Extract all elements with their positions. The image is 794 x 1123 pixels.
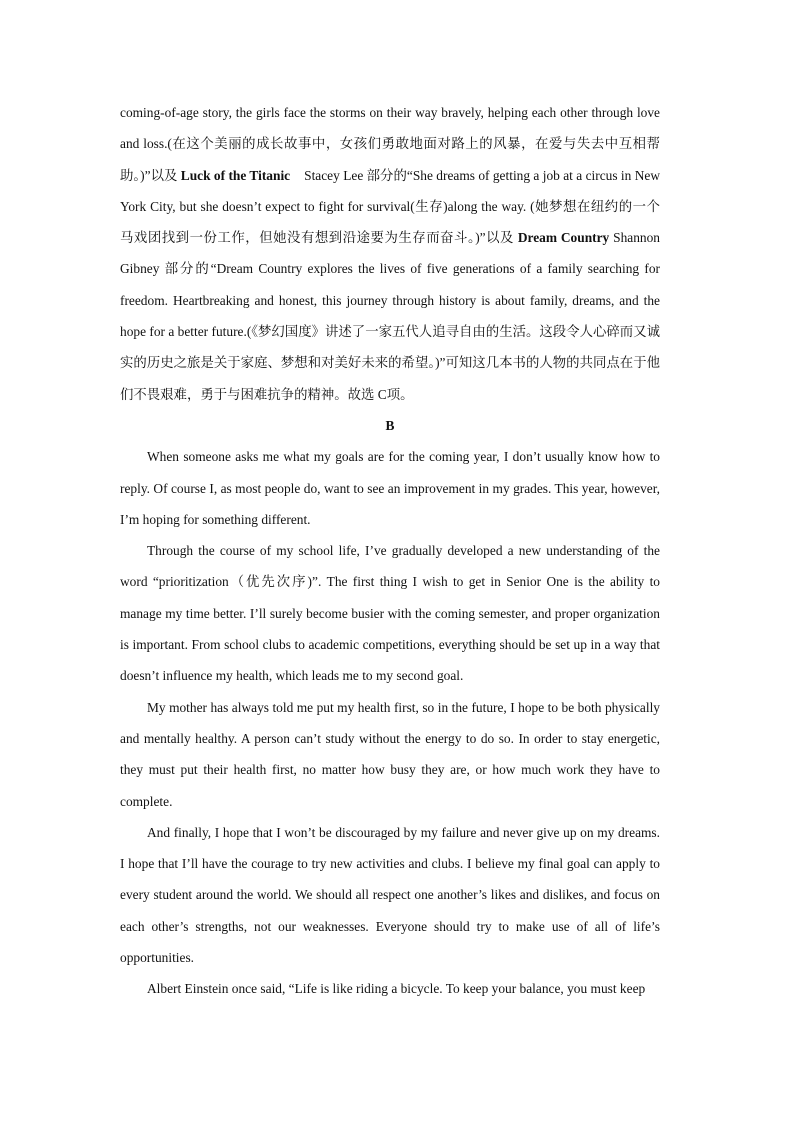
explanation-text-2: Stacey Lee 部分的“She dreams of getting a job at a circus in New York City, but she doesn’t expect to fight for survival(生存)along the way. (她梦想在纽约的一个马戏团找到一份工作，但她没有想到沿途要为生存而奋斗。)”以及 <box>120 167 661 246</box>
section-heading-b: B <box>385 417 395 433</box>
passage-paragraph-5: Albert Einstein once said, “Life is like riding a bicycle. To keep your balance, you must keep <box>147 981 646 997</box>
passage-paragraph-4: And finally, I hope that I won’t be discouraged by my failure and never give up on my dreams. I hope that I’ll have the courage to try new activities and clubs. I believe my final goal can apply to every student around the world. We should all respect one another’s likes and dislikes, and focus on each other’s strengths, not our weaknesses. Everyone should try to make use of all of life’s opportunities. <box>120 824 660 966</box>
book-title-luck-of-the-titanic: Luck of the Titanic <box>180 167 291 183</box>
book-title-dream-country: Dream Country <box>517 230 610 246</box>
explanation-text-1: coming-of-age story, the girls face the storms on their way bravely, helping each other through love and loss.(在这个美丽的成长故事中，女孩们勇敢地面对路上的风暴，在爱与失去中互相帮助。)”以及 <box>120 105 660 183</box>
passage-paragraph-1: When someone asks me what my goals are for the coming year, I don’t usually know how to reply. Of course I, as most people do, want to see an improvement in my grades. This year, however, I’m hoping for something different. <box>120 449 660 527</box>
answer-explanation-paragraph <box>120 97 660 410</box>
passage-paragraph-3: My mother has always told me put my health first, so in the future, I hope to be both physically and mentally healthy. A person can’t study without the energy to do so. In order to stay energetic, they must put their health first, no matter how busy they are, or how much work they have to complete. <box>120 699 660 809</box>
passage-paragraph-2: Through the course of my school life, I’ve gradually developed a new understanding of the word “prioritization（优先次序)”. The first thing I wish to get in Senior One is the ability to manage my time better. I’ll surely become busier with the coming semester, and proper organization is important. From school clubs to academic competitions, everything should be set up in a way that doesn’t influence my health, which leads me to my second goal. <box>120 543 660 684</box>
document-body <box>120 97 660 1005</box>
explanation-text-3: Shannon Gibney 部分的“Dream Country explores the lives of five generations of a family searching for freedom. Heartbreaking and honest, this journey through history is about family, dreams, and the hope for a better future.(《梦幻国度》讲述了一家五代人追寻自由的生活。这段令人心碎而又诚实的历史之旅是关于家庭、梦想和对美好未来的希望。)”可知这几本书的人物的共同点在于他们不畏艰难，勇于与困难抗争的精神。故选 C项。 <box>120 230 660 402</box>
